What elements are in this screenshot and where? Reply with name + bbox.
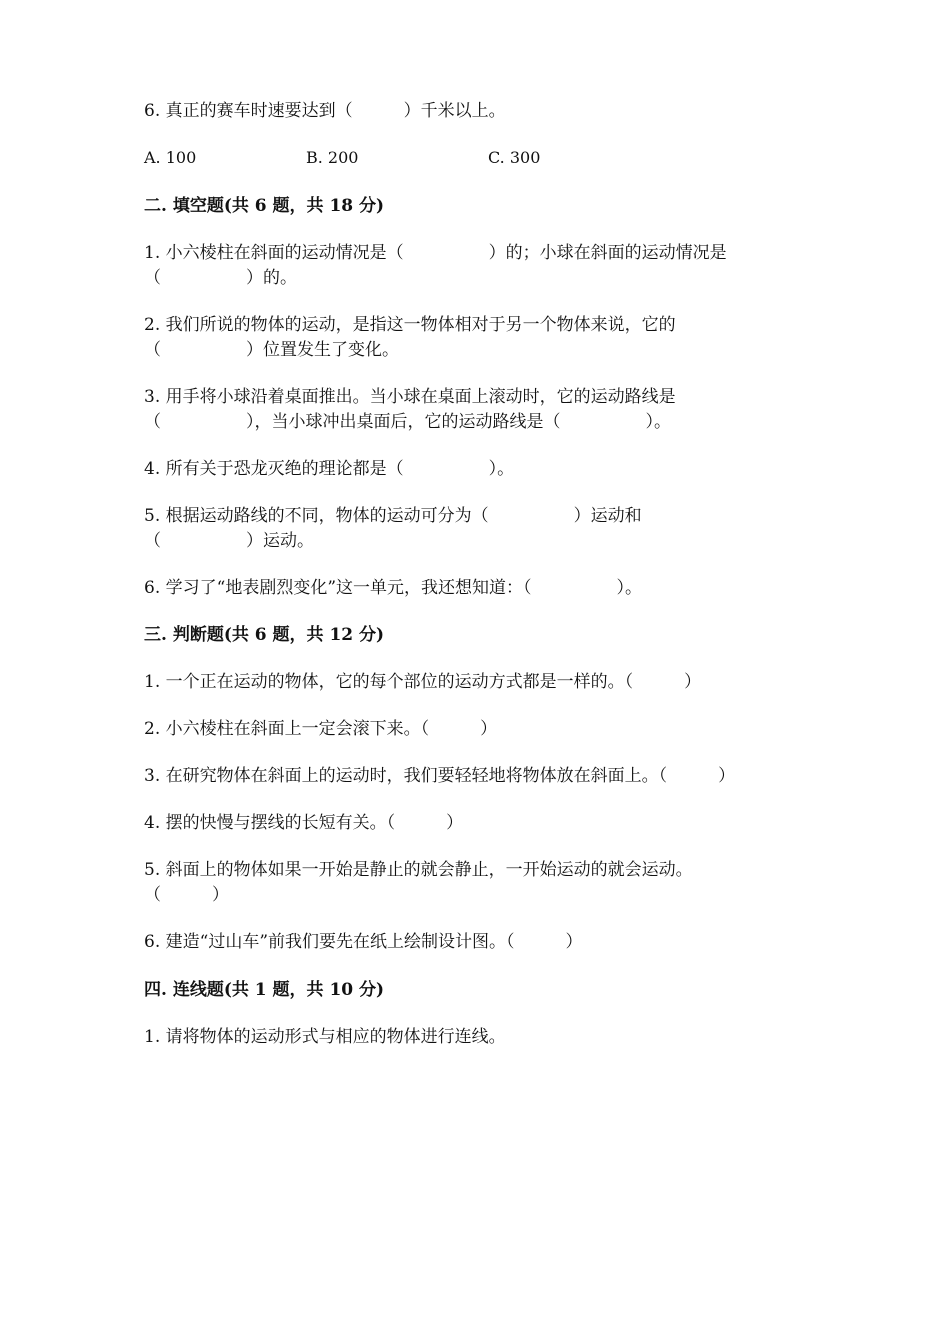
question-line: 2. 我们所说的物体的运动，是指这一物体相对于另一个物体来说，它的 (144, 315, 676, 335)
question-line: 6. 建造“过山车”前我们要先在纸上绘制设计图。（ ） (144, 932, 583, 952)
option-c: C. 300 (488, 148, 541, 167)
question-line: （ ）运动。 (144, 531, 314, 551)
question-line: 1. 请将物体的运动形式与相应的物体进行连线。 (144, 1027, 506, 1047)
question-line: 5. 根据运动路线的不同，物体的运动可分为（ ）运动和 (144, 506, 642, 526)
question-line: 3. 在研究物体在斜面上的运动时，我们要轻轻地将物体放在斜面上。（ ） (144, 766, 736, 786)
question-text: 6. 真正的赛车时速要达到（ ）千米以上。 (144, 101, 506, 121)
question-line: 4. 摆的快慢与摆线的长短有关。（ ） (144, 813, 464, 833)
question-line: （ ）的。 (144, 268, 297, 288)
question-line: 3. 用手将小球沿着桌面推出。当小球在桌面上滚动时，它的运动路线是 (144, 387, 676, 407)
question-line: 6. 学习了“地表剧烈变化”这一单元，我还想知道：（ ）。 (144, 578, 643, 598)
section-heading-true-false: 三. 判断题(共 6 题，共 12 分) (144, 625, 385, 645)
question-line: 2. 小六棱柱在斜面上一定会滚下来。（ ） (144, 719, 498, 739)
question-line: （ ），当小球冲出桌面后，它的运动路线是（ ）。 (144, 412, 671, 432)
question-line: （ ） (144, 885, 229, 905)
question-line: 4. 所有关于恐龙灭绝的理论都是（ ）。 (144, 459, 515, 479)
question-line: 1. 小六棱柱在斜面的运动情况是（ ）的；小球在斜面的运动情况是 (144, 243, 727, 263)
section-heading-matching: 四. 连线题(共 1 题，共 10 分) (144, 980, 385, 1000)
option-b: B. 200 (306, 148, 359, 167)
question-line: 5. 斜面上的物体如果一开始是静止的就会静止，一开始运动的就会运动。 (144, 860, 693, 880)
option-a: A. 100 (144, 148, 197, 167)
section-heading-fill-blank: 二. 填空题(共 6 题，共 18 分) (144, 196, 385, 216)
question-line: （ ）位置发生了变化。 (144, 340, 399, 360)
question-line: 1. 一个正在运动的物体，它的每个部位的运动方式都是一样的。（ ） (144, 672, 702, 692)
